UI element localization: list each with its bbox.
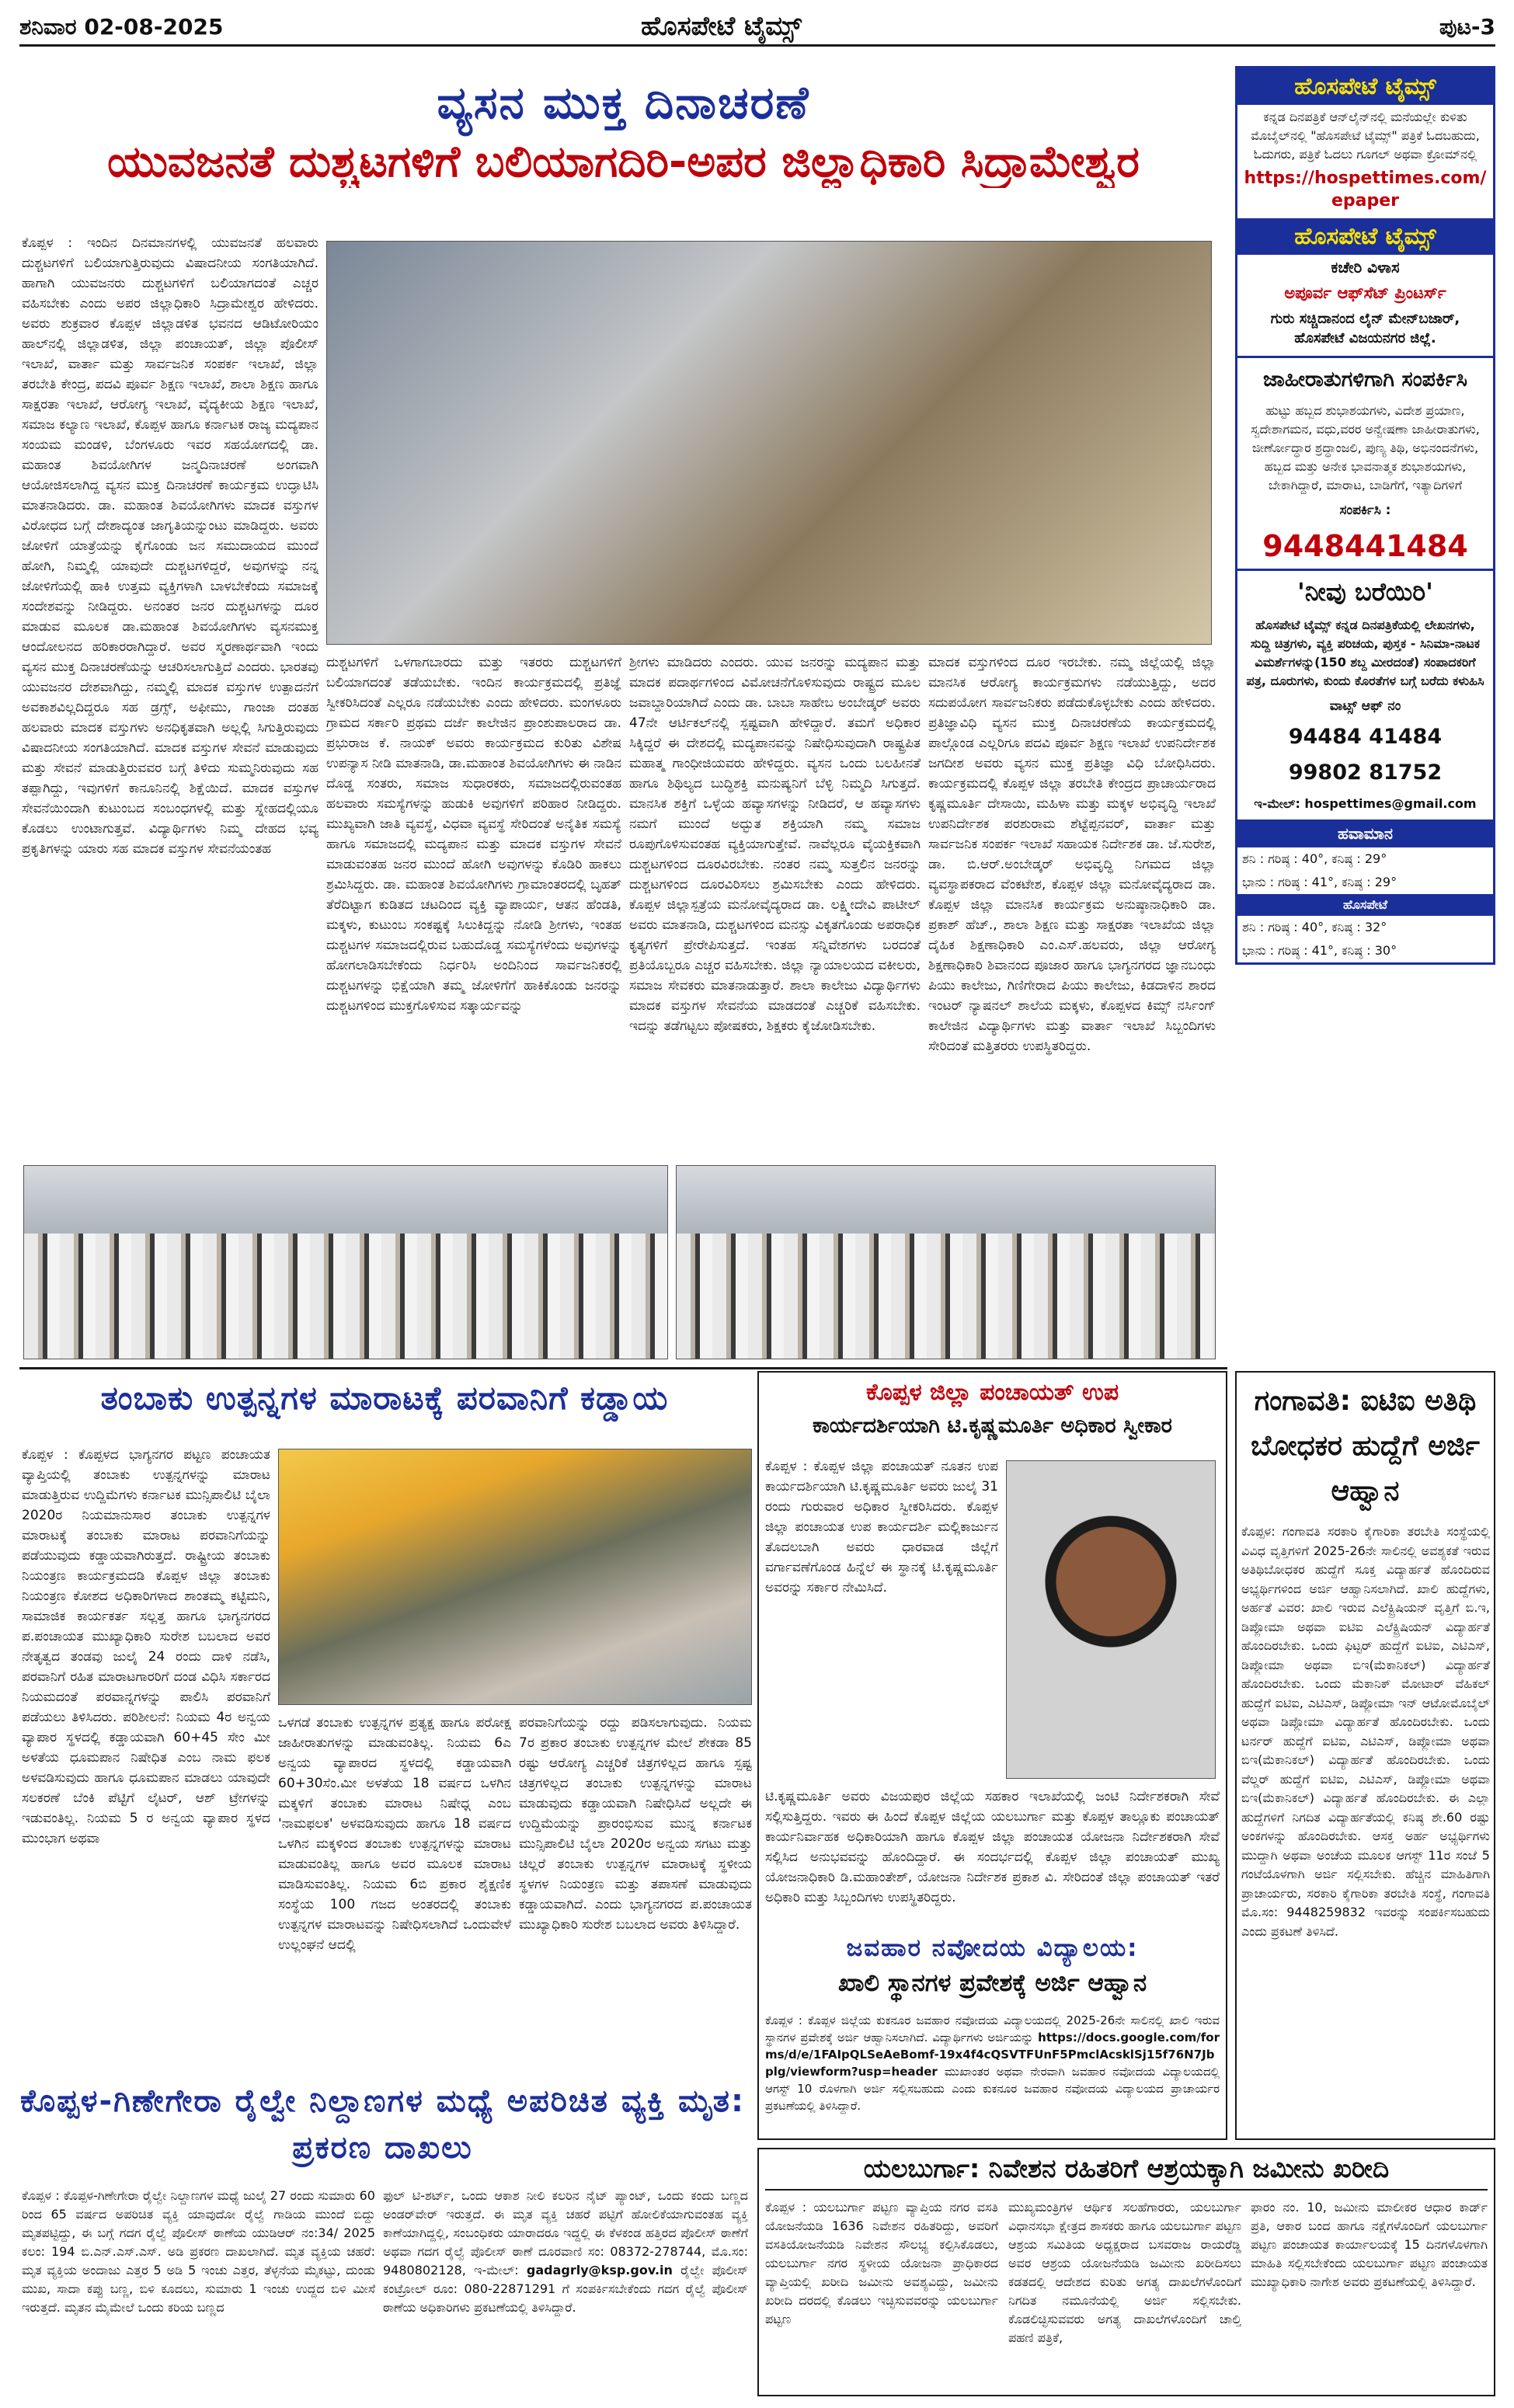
- application-form-link[interactable]: https://docs.google.com/forms/d/e/1FAIpQLSeAeBomf-19x4f4cQSVTFUnF5PmclAcsklSj15f76N7Jbplg/viewform?usp=header: [765, 2030, 1220, 2079]
- weather-row-sat: ಶನಿ : ಗರಿಷ್ಠ : 40°, ಕನಿಷ್ಠ : 29°: [1242, 851, 1387, 866]
- ads-text: ಹುಟ್ಟು ಹಬ್ಬದ ಶುಭಾಶಯಗಳು, ವಿದೇಶ ಪ್ರಯಾಣ, ಸ್ವದೇಶಾಗಮನ, ವಧು,ವರರ ಅನ್ವೇಷಣಾ ಜಾಹೀರಾತುಗಳು, ಜೀರ್ಣೋದ್ಧಾರ ಶ್ರದ್ಧಾಂಜಲಿ, ಪುಣ್ಯ ತಿಥಿ, ಅಭಿನಂದನೆಗಳು, ಹಬ್ಬದ ಮತ್ತು ಅನೇಕ ಭಾವನಾತ್ಮಕ ಶುಭಾಶಯಗಳು, ಬೇಕಾಗಿದ್ದಾರೆ, ಮಾರಾಟ, ಬಾಡಿಗೆಗೆ, ಇತ್ಯಾದಿಗಳಿಗೆ: [1251, 403, 1480, 492]
- audience-photo-left: [23, 1165, 668, 1359]
- tobacco-raid-photo: [278, 1449, 752, 1705]
- sidebar-brand-2: ಹೊಸಪೇಟೆ ಟೈಮ್ಸ್: [1237, 218, 1493, 255]
- weather-row-sun: ಭಾನು : ಗರಿಷ್ಠ : 41°, ಕನಿಷ್ಠ : 29°: [1242, 875, 1397, 889]
- epaper-link-path[interactable]: epaper: [1331, 191, 1400, 211]
- story6-column-2: ಫುಲ್ ಟಿ-ಶರ್ಟ್, ಒಂದು ಆಕಾಶ ನೀಲಿ ಕಲರಿನ ನೈಟ್ ಪ್ಯಾಂಟ್, ಒಂದು ಕಂದು ಬಣ್ಣದ ಅಂಡರ್‌ವೇರ್ ಇರುತ್ತದೆ. ಈ ಮೃತ ವ್ಯಕ್ತಿ ಚಹರೆ ಪಟ್ಟಿಗೆ ಹೋಲಿಕೆಯಾಗುವಂತಹ ವ್ಯಕ್ತಿ ಕಾಣೆಯಾಗಿದ್ದಲ್ಲಿ, ಸಂಬಂಧಿಕರು ಯಾರಾದರೂ ಇದ್ದಲ್ಲಿ ಈ ಕೆಳಕಂಡ ಹತ್ತಿರದ ಪೊಲೀಸ್ ಠಾಣೆಗೆ ಅಥವಾ ಗದಗ ರೈಲ್ವೆ ಪೊಲೀಸ್ ಠಾಣೆ ದೂರವಾಣಿ ಸಂ: 08372-278744, ಮೊ.ಸಂ: 9480802128, ಇ-ಮೇಲ್: gadagrly@ksp.gov.in ರೈಲ್ವೇ ಪೊಲೀಸ್ ಕಂಟ್ರೋಲ್ ರೂಂ: 080-22871291 ಗೆ ಸಂಪರ್ಕಿಸಬೇಕೆಂದು ಗದಗ ರೈಲ್ವೆ ಪೊಲೀಸ್ ಠಾಣೆಯ ಅಧಿಕಾರಿಗಳು ಪ್ರಕಟಣೆಯಲ್ಲಿ ತಿಳಿಸಿದ್ದಾರೆ.: [383, 2188, 748, 2315]
- story2-column-1: ಕೊಪ್ಪಳ : ಕೊಪ್ಪಳದ ಭಾಗ್ಯನಗರ ಪಟ್ಟಣ ಪಂಚಾಯತ ವ್ಯಾಪ್ತಿಯಲ್ಲಿ ತಂಬಾಕು ಉತ್ಪನ್ನಗಳನ್ನು ಮಾರಾಟ ಮಾಡುತ್ತಿರುವ ಉದ್ದಿಮೆಗಳು ಕರ್ನಾಟಕ ಮುನ್ಸಿಪಾಲಿಟಿ ಬೈಲಾ 2020ರ ನಿಯಮಾನುಸಾರ ತಂಬಾಕು ಉತ್ಪನ್ನಗಳ ಮಾರಾಟಕ್ಕೆ ತಂಬಾಕು ಮಾರಾಟ ಪರವಾನಿಗೆಯನ್ನು ಪಡೆಯುವುದು ಕಡ್ಡಾಯವಾಗಿರುತ್ತದೆ. ರಾಷ್ಟ್ರೀಯ ತಂಬಾಕು ನಿಯಂತ್ರಣ ಕಾರ್ಯಕ್ರಮದಡಿ ಕೊಪ್ಪಳ ಜಿಲ್ಲಾ ತಂಬಾಕು ನಿಯಂತ್ರಣ ಕೋಶದ ಅಧಿಕಾರಿಗಳಾದ ಶಾಂತಮ್ಮ ಕಟ್ಟಿಮನಿ, ಸಾಮಾಜಿಕ ಕಾರ್ಯಕರ್ತ ಸಲ್ಲತ್ತ ಹಾಗೂ ಭಾಗ್ಯನಗರದ ಪ.ಪಂಚಾಯತ ಮುಖ್ಯಾಧಿಕಾರಿ ಸುರೇಶ ಬಬಲಾದ ಅವರ ನೇತೃತ್ವದ ತಂಡವು ಜುಲೈ 24 ರಂದು ದಾಳಿ ನಡೆಸಿ, ಪರವಾನಿಗೆ ರಹಿತ ಮಾರಾಟಗಾರರಿಗೆ ದಂಡ ವಿಧಿಸಿ ಸರ್ಕಾರದ ನಿಯಮದಂತೆ ಪರವಾನ್ನಗಳನ್ನು ಪಾಲಿಸಿ ಪರವಾನಿಗೆ ಪಡೆಯಲು ತಿಳಿಸಿದರು. ಪರಿಶೀಲನೆ: ನಿಯಮ 4ರ ಅನ್ವಯ ವ್ಯಾಪಾರ ಸ್ಥಳದಲ್ಲಿ ಕಡ್ಡಾಯವಾಗಿ 60+45 ಸೇಂ ಮೀ ಅಳತೆಯ ಧೂಮಪಾನ ನಿಷೇಧಿತ ಎಂಬ ನಾಮ ಫಲಕ ಅಳವಡಿಸುವುದು ಹಾಗೂ ಧೂಮಪಾನ ಮಾಡಲು ಯಾವುದೇ ಸಲಕರಣೆ ಬೆಂಕಿ ಪೆಟ್ಟಿಗೆ ಲೈಟರ್, ಆಶ್ ಟ್ರೇಗಳನ್ನು ಇಡುವಂತಿಲ್ಲ. ನಿಯಮ 5 ರ ಅನ್ವಯ ವ್ಯಾಪಾರ ಸ್ಥಳದ ಮುಂಭಾಗ ಅಥವಾ: [22, 1447, 270, 1846]
- story7-column-3: ಫಾರಂ ನಂ. 10, ಜಮೀನು ಮಾಲೀಕರ ಆಧಾರ ಕಾರ್ಡ್ ಪ್ರತಿ, ಆಕಾರ ಬಂದ ಹಾಗೂ ನಕ್ಷೆಗಳೊಂದಿಗೆ ಯಲಬುರ್ಗಾ ಪಟ್ಟಣ ಪಂಚಾಯತ ಕಾರ್ಯಾಲಯಕ್ಕೆ 15 ದಿನಗಳೊಳಗಾಗಿ ಮಾಹಿತಿ ಸಲ್ಲಿಸಬೇಕೆಂದು ಯಲಬುರ್ಗಾ ಪಟ್ಟಣ ಪಂಚಾಯತ ಮುಖ್ಯಾಧಿಕಾರಿ ನಾಗೇಶ ಅವರು ಪ್ರಕಟಣೆಯಲ್ಲಿ ತಿಳಿಸಿದ್ದಾರೆ.: [1251, 2200, 1488, 2289]
- audience-photo-right: [676, 1165, 1216, 1359]
- story3-intro: ಕೊಪ್ಪಳ : ಕೊಪ್ಪಳ ಜಿಲ್ಲಾ ಪಂಚಾಯತ್ ನೂತನ ಉಪ ಕಾರ್ಯದರ್ಶಿಯಾಗಿ ಟಿ.ಕೃಷ್ಣಮೂರ್ತಿ ಅವರು ಜುಲೈ 31 ರಂದು ಗುರುವಾರ ಅಧಿಕಾರ ಸ್ವೀಕರಿಸಿದರು. ಕೊಪ್ಪಳ ಜಿಲ್ಲಾ ಪಂಚಾಯತ ಉಪ ಕಾರ್ಯದರ್ಶಿ ಮಲ್ಲಿಕಾರ್ಜುನ ತೊದಲಬಾಗಿ ಅವರು ಧಾರವಾಡ ಜಿಲ್ಲೆಗೆ ವರ್ಗಾವಣೆಗೊಂಡ ಹಿನ್ನೆಲೆ ಈ ಸ್ಥಾನಕ್ಕೆ ಟಿ.ಕೃಷ್ಣಮೂರ್ತಿ ಅವರನ್ನು ಸರ್ಕಾರ ನೇಮಿಸಿದೆ.: [765, 1459, 998, 1595]
- officer-portrait: [1006, 1460, 1216, 1779]
- story6-headline: ಕೊಪ್ಪಳ-ಗಿಣೇಗೇರಾ ರೈಲ್ವೇ ನಿಲ್ದಾಣಗಳ ಮಧ್ಯೆ ಅಪರಿಚಿತ ವ್ಯಕ್ತಿ ಮೃತ: ಪ್ರಕರಣ ದಾಖಲು: [19, 2083, 746, 2166]
- story4-headline-2: ಖಾಲಿ ಸ್ಥಾನಗಳ ಪ್ರವೇಶಕ್ಕೆ ಅರ್ಜಿ ಆಹ್ವಾನ: [837, 1969, 1147, 1997]
- office-label: ಕಚೇರಿ ವಿಳಾಸ: [1331, 258, 1400, 277]
- story2-headline: ತಂಬಾಕು ಉತ್ಪನ್ನಗಳ ಮಾರಾಟಕ್ಕೆ ಪರವಾನಿಗೆ ಕಡ್ಡಾಯ: [100, 1379, 669, 1417]
- whatsapp-label: ವಾಟ್ಸ್ ಆಫ್ ನಂ: [1329, 698, 1401, 714]
- epaper-link[interactable]: https://hospettimes.com/: [1244, 169, 1487, 188]
- write-text: ಹೊಸಪೇಟೆ ಟೈಮ್ಸ್ ಕನ್ನಡ ದಿನಪತ್ರಿಕೆಯಲ್ಲಿ ಲೇಖನಗಳು, ಸುದ್ದಿ ಚಿತ್ರಗಳು, ವ್ಯಕ್ತಿ ಪರಿಚಯ, ಪುಸ್ತಕ - ಸಿನಿಮಾ-ನಾಟಕ ವಿಮರ್ಶೆಗಳನ್ನು(150 ಶಬ್ದ ಮೀರದಂತೆ) ಸಂಪಾದಕರಿಗೆ ಪತ್ರ, ದೂರುಗಳು, ಕುಂದು ಕೊರತೆಗಳ ಬಗ್ಗೆ ಬರೆದು ಕಳುಹಿಸಿ: [1246, 618, 1484, 688]
- story1-column-1: ಕೊಪ್ಪಳ : ಇಂದಿನ ದಿನಮಾನಗಳಲ್ಲಿ ಯುವಜನತೆ ಹಲವಾರು ದುಶ್ಚಟಗಳಿಗೆ ಬಲಿಯಾಗುತ್ತಿರುವುದು ವಿಷಾದನೀಯ ಸಂಗತಿಯಾಗಿದೆ. ಹಾಗಾಗಿ ಯುವಜನರು ದುಶ್ಚಟಗಳಿಗೆ ಬಲಿಯಾಗದಂತೆ ಎಚ್ಚರ ವಹಿಸಬೇಕು ಎಂದು ಅಪರ ಜಿಲ್ಲಾಧಿಕಾರಿ ಸಿದ್ರಾಮೇಶ್ವರ ಹೇಳಿದರು. ಅವರು ಶುಕ್ರವಾರ ಕೊಪ್ಪಳ ಜಿಲ್ಲಾಡಳಿತ ಭವನದ ಆಡಿಟೋರಿಯಂ ಹಾಲ್‌ನಲ್ಲಿ ಜಿಲ್ಲಾಡಳಿತ, ಜಿಲ್ಲಾ ಪಂಚಾಯತ್, ಜಿಲ್ಲಾ ಪೊಲೀಸ್ ಇಲಾಖೆ, ವಾರ್ತಾ ಮತ್ತು ಸಾರ್ವಜನಿಕ ಸಂಪರ್ಕ ಇಲಾಖೆ, ಜಿಲ್ಲಾ ತರಬೇತಿ ಕೇಂದ್ರ, ಪದವಿ ಪೂರ್ವ ಶಿಕ್ಷಣ ಇಲಾಖೆ, ಶಾಲಾ ಶಿಕ್ಷಣ ಹಾಗೂ ಸಾಕ್ಷರತಾ ಇಲಾಖೆ, ಆರೋಗ್ಯ ಇಲಾಖೆ, ವೈದ್ಯಕೀಯ ಶಿಕ್ಷಣ ಇಲಾಖೆ, ಸಮಾಜ ಕಲ್ಯಾಣ ಇಲಾಖೆ, ಕೊಪ್ಪಳ ಹಾಗೂ ಕರ್ನಾಟಕ ರಾಜ್ಯ ಮದ್ಯಪಾನ ಸಂಯಮ ಮಂಡಳಿ, ಬೆಂಗಳೂರು ಇವರ ಸಹಯೋಗದಲ್ಲಿ ಡಾ. ಮಹಾಂತ ಶಿವಯೋಗಿಗಳ ಜನ್ಮದಿನಾಚರಣೆ ಅಂಗವಾಗಿ ಆಯೋಜಿಸಲಾಗಿದ್ದ ವ್ಯಸನ ಮುಕ್ತ ದಿನಾಚರಣೆ ಕಾರ್ಯಕ್ರಮ ಉದ್ಘಾಟಿಸಿ ಮಾತನಾಡಿದರು. ಡಾ. ಮಹಾಂತ ಶಿವಯೋಗಿಗಳು ಮಾದಕ ವಸ್ತುಗಳ ವಿರೋಧದ ಬಗ್ಗೆ ದೇಶಾದ್ಯಂತ ಜಾಗೃತಿಯನ್ನುಂಟು ಮಾಡಿದ್ದರು. ಅವರು ಜೋಳಿಗೆ ಯಾತ್ರೆಯನ್ನು ಕೈಗೊಂಡು ಜನ ಸಮುದಾಯದ ಮುಂದೆ ಹೋಗಿ, ನಿಮ್ಮಲ್ಲಿ ಯಾವುದೇ ದುಶ್ಚಟಗಳಿದ್ದರೆ, ಅವುಗಳನ್ನು ನನ್ನ ಜೋಳಿಗೆಯಲ್ಲಿ ಹಾಕಿ ಉತ್ತಮ ವ್ಯಕ್ತಿಗಳಾಗಿ ಬಾಳಬೇಕೆಂದು ಸಮಾಜಕ್ಕೆ ಸಂದೇಶವನ್ನು ನೀಡಿದ್ದರು. ಅನಂತರ ಜನರ ದುಶ್ಚಟಗಳನ್ನು ದೂರ ಮಾಡುವ ಮೂಲಕ ಡಾ.ಮಹಾಂತ ಶಿವಯೋಗಿಗಳು ವ್ಯಸನಮುಕ್ತ ಆಂದೋಲನದ ಹರಿಕಾರರಾಗಿದ್ದಾರೆ. ಅವರ ಸ್ಮರಣಾರ್ಥವಾಗಿ ಇಂದು ವ್ಯಸನ ಮುಕ್ತ ದಿನಾಚರಣೆಯನ್ನು ಆಚರಿಸಲಾಗುತ್ತಿದೆ ಎಂದರು. ಭಾರತವು ಯುವಜನರ ದೇಶವಾಗಿದ್ದು, ನಮ್ಮಲ್ಲಿ ಮಾದಕ ವಸ್ತುಗಳ ಉತ್ಪಾದನೆಗೆ ಅವಕಾಶವಿಲ್ಲದಿದ್ದರೂ ಸಹ ಡ್ರಗ್ಸ್, ಅಫೀಮು, ಗಾಂಜಾ ದಂತಹ ಹಲವಾರು ಮಾದಕ ವಸ್ತುಗಳು ಅನಧಿಕೃತವಾಗಿ ಅಲ್ಲಲ್ಲಿ ಸಿಗುತ್ತಿರುವುದು ವಿಷಾದನೀಯ ಸಂಗತಿಯಾಗಿದೆ. ಮಾದಕ ವಸ್ತುಗಳ ಸೇವನೆ ಮಾಡುವುದು ಮತ್ತು ಸೇವನೆ ಮಾಡುತ್ತಿರುವವರ ಬಗ್ಗೆ ತಿಳಿದು ಸುಮ್ಮನಿರುವುದು ಸಹ ತಪ್ಪಾಗಿದ್ದು, ಇವುಗಳಿಗೆ ಕಾನೂನಿನಲ್ಲಿ ಶಿಕ್ಷೆಯಿದೆ. ಮಾದಕ ವಸ್ತುಗಳ ಸೇವನೆಯಿಂದಾಗಿ ಕುಟುಂಬದ ಸಂಬಂಧಗಳಲ್ಲಿ ಮತ್ತು ಸ್ನೇಹದಲ್ಲಿಯೂ ಕೊಡಲು ಉಂಟಾಗುತ್ತವೆ. ವಿದ್ಯಾರ್ಥಿಗಳು ನಿಮ್ಮ ದೇಹದ ಭವ್ಯ ಪ್ರಕೃತಿಗಳನ್ನು ಯಾರು ಸಹ ಮಾದಕ ವಸ್ತುಗಳ ಸೇವನೆಯಂತಹ: [22, 235, 318, 857]
- ceremony-photo: [326, 241, 1212, 645]
- masthead: ಹೊಸಪೇಟೆ ಟೈಮ್ಸ್: [641, 11, 802, 42]
- epaper-text: ಕನ್ನಡ ದಿನಪತ್ರಿಕೆ ಆನ್‌ಲೈನ್‌ನಲ್ಲಿ ಮನೆಯಲ್ಲೇ ಕುಳಿತು ಮೊಬೈಲ್‌ನಲ್ಲಿ "ಹೊಸಪೇಟೆ ಟೈಮ್ಸ್" ಪತ್ರಿಕೆ ಓದಬಹುದು, ಓದುಗರು, ಪತ್ರಿಕೆ ಓದಲು ಗೂಗಲ್ ಅಥವಾ ಕ್ರೋಮ್‌ನಲ್ಲಿ: [1251, 110, 1480, 162]
- ads-title: ಜಾಹೀರಾತುಗಳಿಗಾಗಿ ಸಂಪರ್ಕಿಸಿ: [1263, 367, 1467, 391]
- story7-column-1: ಕೊಪ್ಪಳ : ಯಲಬುರ್ಗಾ ಪಟ್ಟಣ ವ್ಯಾಪ್ತಿಯ ನಗರ ವಸತಿ ಯೋಜನೆಯಡಿ 1636 ನಿವೇಶನ ರಹಿತರಿದ್ದು, ಅವರಿಗೆ ವಸತಿಯೋಜನೆಯಡಿ ನಿವೇಶನ ಸೌಲಭ್ಯ ಕಲ್ಪಿಸಿಕೊಡಲು, ಯಲಬುರ್ಗಾ ನಗರ ಸ್ಥಳೀಯ ಯೋಜನಾ ಪ್ರಾಧಿಕಾರದ ವ್ಯಾಪ್ತಿಯಲ್ಲಿ ಖರೀದಿ ಜಮೀನು ಅವಶ್ಯವಿದ್ದು, ಜಮೀನು ಖರೀದಿ ದರದಲ್ಲಿ ಕೊಡಲು ಇಚ್ಛಿಸುವವರನ್ನು ಯಲಬುರ್ಗಾ ಪಟ್ಟಣ: [765, 2200, 998, 2326]
- story3-body: ಟಿ.ಕೃಷ್ಣಮೂರ್ತಿ ಅವರು ವಿಜಯಪುರ ಜಿಲ್ಲೆಯ ಸಹಕಾರ ಇಲಾಖೆಯಲ್ಲಿ ಜಂಟಿ ನಿರ್ದೇಶಕರಾಗಿ ಸೇವೆ ಸಲ್ಲಿಸುತ್ತಿದ್ದರು. ಇವರು ಈ ಹಿಂದೆ ಕೊಪ್ಪಳ ಜಿಲ್ಲೆಯ ಯಲಬುರ್ಗಾ ಮತ್ತು ಕೊಪ್ಪಳ ತಾಲ್ಲೂಕು ಪಂಚಾಯತ್ ಕಾರ್ಯನಿರ್ವಾಹಕ ಅಧಿಕಾರಿಯಾಗಿ ಹಾಗೂ ಕೊಪ್ಪಳ ಜಿಲ್ಲಾ ಪಂಚಾಯತ ಯೋಜನಾ ನಿರ್ದೇಶಕರಾಗಿ ಸೇವೆ ಸಲ್ಲಿಸಿದ ಅನುಭವವನ್ನು ಹೊಂದಿದ್ದಾರೆ. ಈ ಸಂದರ್ಭದಲ್ಲಿ ಕೊಪ್ಪಳ ಜಿಲ್ಲಾ ಪಂಚಾಯತ್ ಮುಖ್ಯ ಯೋಜನಾಧಿಕಾರಿ ಡಿ.ಮಹಾಂತೇಶ್, ಯೋಜನಾ ನಿರ್ದೇಶಕ ಪ್ರಕಾಶ ವಿ. ಸೇರಿದಂತೆ ಜಿಲ್ಲಾ ಪಂಚಾಯತ್ ಇತರೆ ಅಧಿಕಾರಿ ಮತ್ತು ಸಿಬ್ಬಂದಿಗಳು ಉಪಸ್ಥಿತರಿದ್ದರು.: [765, 1789, 1220, 1905]
- weather-title: ಹವಾಮಾನ: [1237, 819, 1493, 847]
- story1-column-2: ದುಶ್ಚಟಗಳಿಗೆ ಒಳಗಾಗಬಾರದು ಮತ್ತು ಇತರರು ದುಶ್ಚಟಗಳಿಗೆ ಬಲಿಯಾಗದಂತೆ ತಡೆಯಬೇಕು. ಇಂದಿನ ಕಾರ್ಯಕ್ರಮದಲ್ಲಿ ಪ್ರತಿಜ್ಞೆ ಸ್ವೀಕರಿಸಿದಂತೆ ಎಲ್ಲರೂ ನಡೆಯಬೇಕು ಎಂದು ಹೇಳಿದರು. ಮಂಗಳೂರು ಗ್ರಾಮದ ಸರ್ಕಾರಿ ಪ್ರಥಮ ದರ್ಜೆ ಕಾಲೇಜಿನ ಪ್ರಾಂಶುಪಾಲರಾದ ಡಾ. ಪ್ರಭುರಾಜ ಕೆ. ನಾಯಕ್ ಅವರು ಕಾರ್ಯಕ್ರಮದ ಕುರಿತು ವಿಶೇಷ ಉಪನ್ಯಾಸ ನೀಡಿ ಮಾತನಾಡಿ, ಡಾ.ಮಹಾಂತ ಶಿವಯೋಗಿಗಳು ಈ ನಾಡಿನ ದೊಡ್ಡ ಸಂತರು, ಸಮಾಜ ಸುಧಾರಕರು, ಸಮಾಜದಲ್ಲಿರುವಂತಹ ಹಲವಾರು ಸಮಸ್ಯೆಗಳನ್ನು ಹುಡುಕಿ ಅವುಗಳಿಗೆ ಪರಿಹಾರ ನೀಡಿದ್ದರು. ಮುಖ್ಯವಾಗಿ ಜಾತಿ ವ್ಯವಸ್ಥೆ, ವಿಧವಾ ವ್ಯವಸ್ಥೆ ಸೇರಿದಂತೆ ಅನೈತಿಕ ಸಮಸ್ಯೆ ಹಾಗೂ ಸಮಾಜದಲ್ಲಿ ಮದ್ಯಪಾನ ಮತ್ತು ಮಾದಕ ವಸ್ತುಗಳ ಸೇವನೆ ಮಾಡುವಂತಹ ಜನರ ಮುಂದೆ ಹೋಗಿ ಅವುಗಳನ್ನು ಕೊಡಿರಿ ಹಾಕಲು ಶ್ರಮಿಸಿದ್ದರು. ಡಾ. ಮಹಾಂತ ಶಿವಯೋಗಿಗಳು ಗ್ರಾಮಾಂತರದಲ್ಲಿ ಬೃಹತ್ ತೆರೆದಿಟ್ಟಾಗ ಕುಡಿತದ ಚಟದಿಂದ ವ್ಯಕ್ತಿ ವ್ಯಾಪಾರ್ಯ, ಆತನ ಹೆಂಡತಿ, ಮಕ್ಕಳು, ಕುಟುಂಬ ಸಂಕಷ್ಟಕ್ಕೆ ಸಿಲುಕಿದ್ದನ್ನು ನೋಡಿ ಶ್ರೀಗಳು, ಇಂತಹ ದುಶ್ಚಟಗಳ ಸಮಾಜದಲ್ಲಿರುವ ಬಹುದೊಡ್ಡ ಸಮಸ್ಯೆಗಳೆಂದು ಅವುಗಳನ್ನು ಹೋಗಲಾಡಿಸಬೇಕೆಂದು ನಿರ್ಧರಿಸಿ ಅಂದಿನಿಂದ ಸಾರ್ವಜನಿಕರಲ್ಲಿ ದುಶ್ಚಟಗಳನ್ನು ಭಿಕ್ಷೆಯಾಗಿ ತಮ್ಮ ಜೋಳಿಗೆಗೆ ಹಾಕಿಕೊಂಡು ಜನರನ್ನು ದುಶ್ಚಟಗಳಿಂದ ಮುಕ್ತಗೊಳಿಸುವ ಸತ್ಕಾರ್ಯವನ್ನು: [326, 655, 621, 1014]
- story1-column-3: ಶ್ರೀಗಳು ಮಾಡಿದರು ಎಂದರು. ಯುವ ಜನರನ್ನು ಮದ್ಯಪಾನ ಮತ್ತು ಮಾದಕ ಪದಾರ್ಥಗಳಿಂದ ವಿಮೋಚನೆಗೊಳಿಸುವುದು ರಾಷ್ಟ್ರದ ಮೂಲ ಜವಾಬ್ದಾರಿಯಾಗಿದೆ ಎಂದು ಡಾ. ಬಾಬಾ ಸಾಹೇಬ ಅಂಬೇಡ್ಕರ್ ಅವರು 47ನೇ ಆರ್ಟಿಕಲ್‌ನಲ್ಲಿ ಸ್ಪಷ್ಟವಾಗಿ ಹೇಳಿದ್ದಾರೆ. ತಮಗೆ ಅಧಿಕಾರ ಸಿಕ್ಕಿದ್ದರೆ ಈ ದೇಶದಲ್ಲಿ ಮದ್ಯಪಾನವನ್ನು ನಿಷೇಧಿಸುವುದಾಗಿ ರಾಷ್ಟ್ರಪಿತ ಮಹಾತ್ಮ ಗಾಂಧೀಜಿಯವರು ಹೇಳಿದ್ದರು. ವ್ಯಸನ ಒಂದು ಬಲಹೀನತೆ ಹಾಗೂ ಶಿಥಿಲ್ಯದ ಬುದ್ಧಿಶಕ್ತಿ ಮನುಷ್ಯನಿಗೆ ಬೆಳ್ಳಿ ನಿಮ್ಮದಿ ಸಿಗುತ್ತದೆ. ಮಾನಸಿಕ ಶಕ್ತಿಗೆ ಒಳ್ಳೆಯ ಹವ್ಯಾಸಗಳನ್ನು ನೀಡಿದರೆ, ಆ ಹವ್ಯಾಸಗಳು ನಮಗೆ ಮುಂದೆ ಅದ್ಭುತ ಶಕ್ತಿಯಾಗಿ ನಮ್ಮ ಸಮಾಜ ರೂಪುಗೊಳಿಸುವಂತಹ ವ್ಯಕ್ತಿಯಾಗುತ್ತೇವೆ. ನಾವೆಲ್ಲರೂ ವೈಯಕ್ತಿಕವಾಗಿ ದುಶ್ಚಟಗಳಿಂದ ದೂರವಿರಬೇಕು. ನಂತರ ನಮ್ಮ ಸುತ್ತಲಿನ ಜನರನ್ನು ದುಶ್ಚಟಗಳಿಂದ ದೂರವಿರಿಸಲು ಶ್ರಮಿಸಬೇಕು ಎಂದು ಹೇಳಿದರು. ಕೊಪ್ಪಳ ಜಿಲ್ಲಾಸ್ಪತ್ರೆಯ ಮನೋವೈದ್ಯರಾದ ಡಾ. ಲಕ್ಷ್ಮೀದೇವಿ ಪಾಟೀಲ್ ಅವರು ಮಾತನಾಡಿ, ದುಶ್ಚಟಗಳಿಂದ ಮನಸ್ಸು ವಿಕೃತಗೊಂಡು ಅಪರಾಧಿಕ ಕೃತ್ಯಗಳಿಗೆ ಪ್ರೇರೇಪಿಸುತ್ತದೆ. ಇಂತಹ ಸನ್ನಿವೇಶಗಳು ಬರದಂತೆ ಪ್ರತಿಯೊಬ್ಬರೂ ಎಚ್ಚರ ವಹಿಸಬೇಕು. ಜಿಲ್ಲಾ ನ್ಯಾಯಾಲಯದ ವಕೀಲರು, ಸಮಾಜ ಸೇವಕರು ಮಾತನಾಡುತ್ತಾರೆ. ಶಾಲಾ ಕಾಲೇಜು ವಿದ್ಯಾರ್ಥಿಗಳು ಮಾದಕ ವಸ್ತುಗಳ ಸೇವನೆಯ ಮಾಡದಂತೆ ಎಚ್ಚರಿಕೆ ವಹಿಸಬೇಕು. ಇದನ್ನು ತಡೆಗಟ್ಟಲು ಪೋಷಕರು, ಶಿಕ್ಷಕರು ಕೈಜೋಡಿಸಬೇಕು.: [629, 655, 921, 1034]
- story2-column-2: ಒಳಗಡೆ ತಂಬಾಕು ಉತ್ಪನ್ನಗಳ ಪ್ರತ್ಯಕ್ಷ ಹಾಗೂ ಪರೋಕ್ಷ ಜಾಹೀರಾತುಗಳನ್ನು ಮಾಡುವಂತಿಲ್ಲ. ನಿಯಮ 6ಎ ಅನ್ವಯ ವ್ಯಾಪಾರದ ಸ್ಥಳದಲ್ಲಿ ಕಡ್ಡಾಯವಾಗಿ 60+30ಸೆಂ.ಮೀ ಅಳತೆಯ 18 ವರ್ಷದ ಒಳಗಿನ ಮಕ್ಕಳಿಗೆ ತಂಬಾಕು ಮಾರಾಟ ನಿಷೇಧ್ಗ ಎಂಬ 'ನಾಮಫಲಕ' ಅಳವಡಿಸುವುದು ಹಾಗೂ 18 ವರ್ಷದ ಒಳಗಿನ ಮಕ್ಕಳಿಂದ ತಂಬಾಕು ಉತ್ಪನ್ನಗಳನ್ನು ಮಾರಾಟ ಮಾಡುವಂತಿಲ್ಲ ಹಾಗೂ ಅವರ ಮೂಲಕ ಮಾರಾಟ ಮಾಡಿಸುವಂತಿಲ್ಲ. ನಿಯಮ 6ಬಿ ಪ್ರಕಾರ ಶೈಕ್ಷಣಿಕ ಸಂಸ್ಥೆಯ 100 ಗಜದ ಅಂತರದಲ್ಲಿ ತಂಬಾಕು ಉತ್ಪನ್ನಗಳ ಮಾರಾಟವನ್ನು ನಿಷೇಧಿಸಲಾಗಿದೆ ಒಂದುವೇಳೆ ಉಲ್ಲಂಘನೆ ಆದಲ್ಲಿ: [278, 1715, 511, 1953]
- section-divider: [19, 1367, 1227, 1369]
- weather-city-row-sat: ಶನಿ : ಗರಿಷ್ಠ : 40°, ಕನಿಷ್ಠ : 32°: [1242, 920, 1387, 934]
- story1-column-4: ಮಾದಕ ವಸ್ತುಗಳಿಂದ ದೂರ ಇರಬೇಕು. ನಮ್ಮ ಜಿಲ್ಲೆಯಲ್ಲಿ ಜಿಲ್ಲಾ ಮಾನಸಿಕ ಆರೋಗ್ಯ ಕಾರ್ಯಕ್ರಮಗಳು ನಡೆಯುತ್ತಿದ್ದು, ಅದರ ಸದುಪಯೋಗ ಸಾರ್ವಜನಿಕರು ಪಡೆದುಕೊಳ್ಳಬೇಕು ಎಂದು ಹೇಳಿದರು. ಪ್ರತಿಜ್ಞಾವಿಧಿ ವ್ಯಸನ ಮುಕ್ತ ದಿನಾಚರಣೆಯ ಕಾರ್ಯಕ್ರಮದಲ್ಲಿ ಪಾಲ್ಗೊಂಡ ಎಲ್ಲರಿಗೂ ಪದವಿ ಪೂರ್ವ ಶಿಕ್ಷಣ ಇಲಾಖೆ ಉಪನಿರ್ದೇಶಕ ಜಗದೀಶ ಅವರು ವ್ಯಸನ ಮುಕ್ತ ಪ್ರತಿಜ್ಞಾ ವಿಧಿ ಬೋಧಿಸಿದರು. ಕಾರ್ಯಕ್ರಮದಲ್ಲಿ ಕೊಪ್ಪಳ ಜಿಲ್ಲಾ ತರಬೇತಿ ಕೇಂದ್ರದ ಪ್ರಾಚಾರ್ಯರಾದ ಕೃಷ್ಣಮೂರ್ತಿ ದೇಸಾಯಿ, ಮಹಿಳಾ ಮತ್ತು ಮಕ್ಕಳ ಅಭಿವೃದ್ಧಿ ಇಲಾಖೆ ಉಪನಿರ್ದೇಶಕ ಪರಶುರಾಮ ಶೆಟ್ಟೆಪ್ಪನವರ್, ವಾರ್ತಾ ಮತ್ತು ಸಾರ್ವಜನಿಕ ಸಂಪರ್ಕ ಇಲಾಖೆ ಸಹಾಯಕ ನಿರ್ದೇಶಕ ಡಾ. ಜೆ.ಸುರೇಶ, ಡಾ. ಬಿ.ಆರ್.ಅಂಬೇಡ್ಕರ್ ಅಭಿವೃದ್ಧಿ ನಿಗಮದ ಜಿಲ್ಲಾ ವ್ಯವಸ್ಥಾಪಕರಾದ ವೆಂಕಟೇಶ, ಕೊಪ್ಪಳ ಜಿಲ್ಲಾ ಮನೋವೈದ್ಯರಾದ ಡಾ. ಕೊಪ್ಪಳ ಜಿಲ್ಲಾ ಮಾನಸಿಕ ಕಾರ್ಯಕ್ರಮ ಅನುಷ್ಠಾನಾಧಿಕಾರಿ ಡಾ. ಪ್ರಕಾಶ್ ಹೆಚ್., ಶಾಲಾ ಶಿಕ್ಷಣ ಮತ್ತು ಸಾಕ್ಷರತಾ ಇಲಾಖೆಯ ಜಿಲ್ಲಾ ದೈಹಿಕ ಶಿಕ್ಷಣಾಧಿಕಾರಿ ಎಂ.ಎಸ್.ಹಲವರು, ಜಿಲ್ಲಾ ಆರೋಗ್ಯ ಶಿಕ್ಷಣಾಧಿಕಾರಿ ಶಿವಾನಂದ ಪೂಜಾರ ಹಾಗೂ ಭಾಗ್ಯನಗರದ ಜ್ಞಾನಬಂಧು ಪಿಯು ಕಾಲೇಜು, ಗಿಣಿಗೇರಾದ ಪಿಯು ಕಾಲೇಜು, ಕಿಡದಾಳಿನ ಶಾರದ ಇಂಟರ್ ನ್ಯಾಷನಲ್ ಶಾಲೆಯ ಮಕ್ಕಳು, ಕೊಪ್ಪಳದ ಕಿಮ್ಸ್ ನರ್ಸಿಂಗ್ ಕಾಲೇಜಿನ ವಿದ್ಯಾರ್ಥಿಗಳು ಮತ್ತು ವಾರ್ತಾ ಇಲಾಖೆ ಸಿಬ್ಬಂದಿಗಳು ಸೇರಿದಂತೆ ಮತ್ತಿತರರು ಉಪಸ್ಥಿತರಿದ್ದರು.: [928, 655, 1216, 1054]
- story1-kicker: ವ್ಯಸನ ಮುಕ್ತ ದಿನಾಚರಣೆ: [437, 76, 810, 129]
- sidebar-brand: ಹೊಸಪೇಟೆ ಟೈಮ್ಸ್: [1237, 68, 1493, 105]
- page-header: [19, 9, 1495, 47]
- weather-city: ಹೊಸಪೇಟೆ: [1237, 894, 1493, 916]
- weather-city-row-sun: ಭಾನು : ಗರಿಷ್ಠ : 41°, ಕನಿಷ್ಠ : 30°: [1242, 943, 1397, 958]
- story1-headline: ಯುವಜನತೆ ದುಶ್ಚಟಗಳಿಗೆ ಬಲಿಯಾಗದಿರಿ-ಅಪರ ಜಿಲ್ಲಾಧಿಕಾರಿ ಸಿದ್ರಾಮೇಶ್ವರ: [107, 137, 1140, 187]
- story6-column-1: ಕೊಪ್ಪಳ : ಕೊಪ್ಪಳ-ಗಿಣೇಗೇರಾ ರೈಲ್ವೇ ನಿಲ್ದಾಣಗಳ ಮಧ್ಯೆ ಜುಲೈ 27 ರಂದು ಸುಮಾರು 60 ರಿಂದ 65 ವರ್ಷದ ಅಪರಿಚಿತ ವ್ಯಕ್ತಿ ಯಾವುದೋ ರೈಲ್ವೆ ಗಾಡಿಯ ಮುಂದೆ ಬಿದ್ದು ಮೃತಪಟ್ಟಿದ್ದು, ಈ ಬಗ್ಗೆ ಗದಗ ರೈಲ್ವೆ ಪೊಲೀಸ್ ಠಾಣೆಯ ಯುಡಿಆರ್ ನಂ:34/ 2025 ಕಲಂ: 194 ಬಿ.ಎನ್.ಎಸ್.ಎಸ್. ಅಡಿ ಪ್ರಕರಣ ದಾಖಲಾಗಿದೆ. ಮೃತ ವ್ಯಕ್ತಿಯ ಚಹರೆ: ಮೃತ ವ್ಯಕ್ತಿಯ ಅಂದಾಜು ಎತ್ತರ 5 ಅಡಿ 5 ಇಂಚು ಎತ್ತರ, ತೆಳ್ಳನೆಯ ಮೈಕಟ್ಟು, ದುಂಡು ಮುಖ, ಸಾದಾ ಕಪ್ಪು ಬಣ್ಣ, ಬಿಳಿ ಕೂದಲು, ಸುಮಾರು 1 ಇಂಚು ಉದ್ದದ ಬಿಳಿ ಮೀಸೆ ಇರುತ್ತದೆ. ಮೃತನ ಮೈಮೇಲೆ ಒಂದು ಕರಿಯ ಬಣ್ಣದ: [22, 2188, 375, 2315]
- page-number: ಪುಟ-3: [1439, 14, 1495, 40]
- story5-headline: ಗಂಗಾವತಿ: ಐಟಿಐ ಅತಿಥಿ ಬೋಧಕರ ಹುದ್ದೆಗೆ ಅರ್ಜಿ ಆಹ್ವಾನ: [1251, 1385, 1480, 1507]
- story3-headline-2: ಕಾರ್ಯದರ್ಶಿಯಾಗಿ ಟಿ.ಕೃಷ್ಣಮೂರ್ತಿ ಅಧಿಕಾರ ಸ್ವೀಕಾರ: [813, 1414, 1172, 1438]
- story7-column-2: ಮುಖ್ಯಮಂತ್ರಿಗಳ ಆರ್ಥಿಕ ಸಲಹೆಗಾರರು, ಯಲಬುರ್ಗಾ ವಿಧಾನಸಭಾ ಕ್ಷೇತ್ರದ ಶಾಸಕರು ಹಾಗೂ ಯಲಬುರ್ಗಾ ಪಟ್ಟಣ ಆಶ್ರಯ ಸಮಿತಿಯ ಅಧ್ಯಕ್ಷರಾದ ಬಸವರಾಜ ರಾಯರೆಡ್ಡಿ ಅವರ ಆಶ್ರಯ ಯೋಜನೆಯಡಿ ಜಮೀನು ಖರೀದಿಸಲು ಕಡತದಲ್ಲಿ ಆದೇಶದ ಕುರಿತು ಅಗತ್ಯ ದಾಖಲೆಗಳೊಂದಿಗೆ ನಿಗದಿತ ನಮೂನೆಯಲ್ಲಿ ಅರ್ಜಿ ಸಲ್ಲಿಸಬೇಕು. ಕೊಡಲಿಚ್ಛಿಸುವವರು ಅಗತ್ಯ ದಾಖಲೆಗಳೊಂದಿಗೆ ಚಾಲ್ತಿ ಪಹಣಿ ಪತ್ರಿಕೆ,: [1008, 2200, 1241, 2345]
- story4-body: ಕೊಪ್ಪಳ : ಕೊಪ್ಪಳ ಜಿಲ್ಲೆಯ ಕುಕನೂರ ಜವಹಾರ ನವೋದಯ ವಿದ್ಯಾಲಯದಲ್ಲಿ 2025-26ನೇ ಸಾಲಿನಲ್ಲಿ ಖಾಲಿ ಇರುವ ಸ್ಥಾನಗಳ ಪ್ರವೇಶಕ್ಕೆ ಅರ್ಜಿ ಆಹ್ವಾನಿಸಲಾಗಿದೆ. ವಿದ್ಯಾರ್ಥಿಗಳು ಅರ್ಜಿಯನ್ನು https://docs.google.com/forms/d/e/1FAIpQLSeAeBomf-19x4f4cQSVTFUnF5PmclAcsklSj15f76N7Jbplg/viewform?usp=header ಮುಖಾಂತರ ಅಥವಾ ನೇರವಾಗಿ ಜವಹಾರ ನವೋದಯ ವಿದ್ಯಾಲಯದಲ್ಲಿ ಆಗಸ್ಟ್ 10 ರೊಳಗಾಗಿ ಅರ್ಜಿ ಸಲ್ಲಿಸಬಹುದು ಎಂದು ಕುಕನೂರ ಜವಹಾರ ನವೋದಯ ವಿದ್ಯಾಲಯದ ಪ್ರಾಚಾರ್ಯರ ಪ್ರಕಟಣೆಯಲ್ಲಿ ತಿಳಿಸಿದ್ದಾರೆ.: [765, 2013, 1220, 2113]
- write-title: 'ನೀವು ಬರೆಯಿರಿ': [1297, 577, 1433, 607]
- story3-headline-1: ಕೊಪ್ಪಳ ಜಿಲ್ಲಾ ಪಂಚಾಯತ್ ಉಪ: [865, 1379, 1119, 1406]
- ads-phone: 9448441484: [1262, 529, 1468, 563]
- police-email[interactable]: gadagrly@ksp.gov.in: [526, 2263, 673, 2278]
- whatsapp-phone-1: 94484 41484: [1288, 725, 1443, 749]
- story2-column-3: ಪರವಾನಿಗೆಯನ್ನು ರದ್ದು ಪಡಿಸಲಾಗುವುದು. ನಿಯಮ 7ರ ಪ್ರಕಾರ ತಂಬಾಕು ಉತ್ಪನ್ನಗಳ ಮೇಲೆ ಶೇಕಡಾ 85 ರಷ್ಟು ಆರೋಗ್ಯ ಎಚ್ಚರಿಕೆ ಚಿತ್ರಗಳಿಲ್ಲದ ಹಾಗೂ ಸ್ಪಷ್ಟ ಚಿತ್ರಗಳಿಲ್ಲದ ತಂಬಾಕು ಉತ್ಪನ್ನಗಳನ್ನು ಮಾರಾಟ ಮಾಡುವುದು ಕಡ್ಡಾಯವಾಗಿ ನಿಷೇಧಿಸಿದೆ ಅಲ್ಲದೇ ಈ ಉದ್ದಿಮೆಯನ್ನು ಪ್ರಾರಂಭಿಸುವ ಮುನ್ನ ಕರ್ನಾಟಕ ಮುನ್ಸಿಪಾಲಿಟಿ ಬೈಲಾ 2020ರ ಅನ್ವಯ ಸಗಟು ಮತ್ತು ಚಿಲ್ಲರೆ ತಂಬಾಕು ಉತ್ಪನ್ನಗಳ ಮಾರಾಟಕ್ಕೆ ಸ್ಥಳೀಯ ಸ್ಥಳಗಳ ನಿಯಂತ್ರಣ ಮತ್ತು ತಪಾಸಣೆ ಮಾಡುವುದು ಕಡ್ಡಾಯವಾಗಿದೆ. ಎಂದು ಭಾಗ್ಯನಗರದ ಪ.ಪಂಚಾಯತ ಮುಖ್ಯಾಧಿಕಾರಿ ಸುರೇಶ ಬಬಲಾದ ಅವರು ತಿಳಿಸಿದ್ದಾರೆ.: [519, 1715, 752, 1933]
- story7-headline: ಯಲಬುರ್ಗಾ: ನಿವೇಶನ ರಹಿತರಿಗೆ ಆಶ್ರಯಕ್ಕಾಗಿ ಜಮೀನು ಖರೀದಿ: [765, 2153, 1488, 2191]
- office-address: ಗುರು ಸಚ್ಚಿದಾನಂದ ಲೈನ್ ಮೇನ್‌ಬಜಾರ್, ಹೊಸಪೇಟೆ ವಿಜಯನಗರ ಜಿಲ್ಲೆ.: [1270, 311, 1460, 346]
- contact-email: ಇ-ಮೇಲ್: hospettimes@gmail.com: [1254, 796, 1477, 811]
- story5-body: ಕೊಪ್ಪಳ: ಗಂಗಾವತಿ ಸರಕಾರಿ ಕೈಗಾರಿಕಾ ತರಬೇತಿ ಸಂಸ್ಥೆಯಲ್ಲಿ ವಿವಿಧ ವೃತ್ತಿಗಳಿಗೆ 2025-26ನೇ ಸಾಲಿನಲ್ಲಿ ಅವಶ್ಯಕತೆ ಇರುವ ಅತಿಥಿಬೋಧಕರ ಹುದ್ದೆಗೆ ಸೂಕ್ತ ವಿದ್ಯಾರ್ಹತೆ ಹೊಂದಿರುವ ಅಭ್ಯರ್ಥಿಗಳಿಂದ ಅರ್ಜಿ ಆಹ್ವಾನಿಸಲಾಗಿದೆ. ಖಾಲಿ ಹುದ್ದೆಗಳು, ಅರ್ಹತೆ ವಿವರ: ಖಾಲಿ ಇರುವ ಎಲೆಕ್ಟ್ರಿಷಿಯನ್ ವೃತ್ತಿಗೆ ಬಿ.ಇ, ಡಿಪ್ಲೋಮಾ ಅಥವಾ ಐಟಿಐ ಎಲೆಕ್ಟ್ರಿಷಿಯನ್ ವಿದ್ಯಾರ್ಹತೆ ಹೊಂದಿರಬೇಕು. ಒಂದು ಫಿಟ್ಟರ್ ಹುದ್ದೆಗೆ ಐಟಿಐ, ಎಟಿಎಸ್, ಡಿಪ್ಲೋಮಾ ಅಥವಾ ಬಿಇ(ಮೆಕಾನಿಕಲ್) ವಿದ್ಯಾರ್ಹತೆ ಹೊಂದಿರಬೇಕು. ಒಂದು ಮೆಕಾನಿಕ್ ಮೋಟಾರ್ ವೆಹಿಕಲ್ ಹುದ್ದೆಗೆ ಐಟಿಐ, ಎಟಿಎಸ್, ಡಿಪ್ಲೋಮಾ ಇನ್ ಆಟೋಮೊಬೈಲ್ ಅಥವಾ ಡಿಪ್ಲೋಮಾ ವಿದ್ಯಾರ್ಹತೆ ಹೊಂದಿರಬೇಕು. ಒಂದು ಟರ್ನರ್ ಹುದ್ದೆಗೆ ಐಟಿಐ, ಎಟಿಎಸ್, ಡಿಪ್ಲೋಮಾ ಅಥವಾ ಬಿಇ(ಮೆಕಾನಿಕಲ್) ವಿದ್ಯಾರ್ಹತೆ ಹೊಂದಿರಬೇಕು. ಒಂದು ವೆಲ್ಡರ್ ಹುದ್ದೆಗೆ ಐಟಿಐ, ಎಟಿಎಸ್, ಡಿಪ್ಲೋಮಾ ಅಥವಾ ಬಿಇ(ಮೆಕಾನಿಕಲ್) ವಿದ್ಯಾರ್ಹತೆ ಹೊಂದಿರಬೇಕು. ಈ ಎಲ್ಲಾ ಹುದ್ದೆಗಳಿಗೆ ನಿಗದಿತ ವಿದ್ಯಾರ್ಹತೆಯಲ್ಲಿ ಕನಿಷ್ಠ ಶೇ.60 ರಷ್ಟು ಅಂಕಗಳನ್ನು ಹೊಂದಿರಬೇಕು. ಆಸಕ್ತ ಅರ್ಹ ಅಭ್ಯರ್ಥಿಗಳು ಮುದ್ದಾಗಿ ಅಥವಾ ಅಂಚೆಯ ಮೂಲಕ ಆಗಸ್ಟ್ 11ರ ಸಂಜೆ 5 ಗಂಟೆಯೊಳಗಾಗಿ ಅರ್ಜಿ ಸಲ್ಲಿಸಬೇಕು. ಹೆಚ್ಚಿನ ಮಾಹಿತಿಗಾಗಿ ಪ್ರಾಚಾರ್ಯರು, ಸರಕಾರಿ ಕೈಗಾರಿಕಾ ತರಬೇತಿ ಸಂಸ್ಥೆ, ಗಂಗಾವತಿ ಮೊ.ಸಂ: 9448259832 ಇವರನ್ನು ಸಂಪರ್ಕಿಸಬಹುದು ಎಂದು ಪ್ರಕಟಣೆ ತಿಳಿಸಿದೆ.: [1241, 1524, 1490, 1939]
- ads-contact-label: ಸಂಪರ್ಕಿಸಿ :: [1339, 503, 1391, 518]
- press-name: ಅಪೂರ್ವ ಆಫ್‌ಸೆಟ್ ಪ್ರಿಂಟರ್ಸ್: [1284, 284, 1446, 302]
- whatsapp-phone-2: 99802 81752: [1288, 760, 1443, 785]
- issue-date: ಶನಿವಾರ 02-08-2025: [19, 14, 224, 40]
- story4-headline-1: ಜವಹಾರ ನವೋದಯ ವಿದ್ಯಾಲಯ:: [846, 1934, 1139, 1962]
- sidebar: [1235, 66, 1495, 965]
